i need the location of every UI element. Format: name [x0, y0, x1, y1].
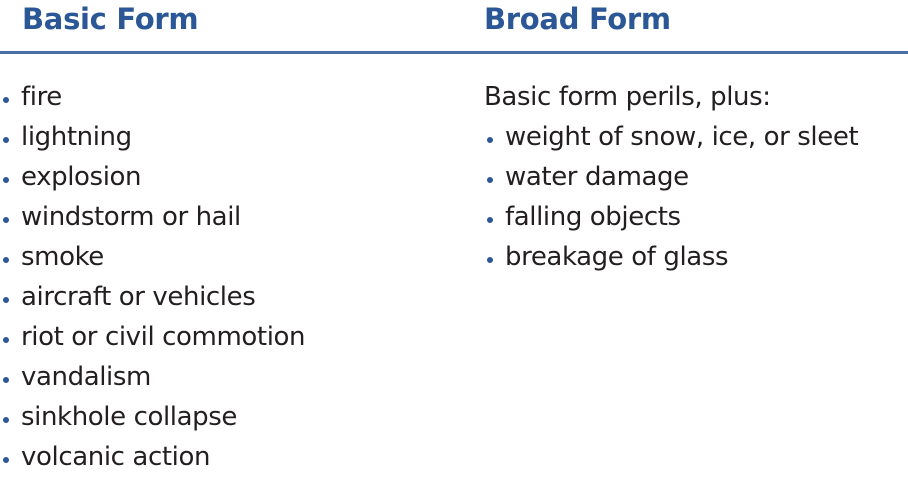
list-item-label: falling objects — [505, 202, 681, 232]
bullet-dot-icon — [3, 137, 9, 143]
bullet-dot-icon — [3, 337, 9, 343]
list-item — [484, 157, 858, 197]
bullet-dot-icon — [487, 177, 493, 183]
list-item — [0, 157, 305, 197]
list-item-label: sinkhole collapse — [21, 402, 238, 432]
bullet-dot-icon — [3, 97, 9, 103]
list-item-label: volcanic action — [21, 442, 211, 472]
bullet-dot-icon — [3, 377, 9, 383]
list-item — [0, 77, 305, 117]
list-item — [484, 237, 858, 277]
bullet-dot-icon — [487, 137, 493, 143]
bullet-dot-icon — [3, 297, 9, 303]
list-item — [0, 277, 305, 317]
bullet-dot-icon — [3, 257, 9, 263]
bullet-dot-icon — [3, 177, 9, 183]
list-item — [0, 197, 305, 237]
list-item-label: aircraft or vehicles — [21, 282, 256, 312]
basic-form-heading: Basic Form — [22, 2, 199, 36]
broad-form-intro: Basic form perils, plus: — [484, 82, 771, 112]
list-item — [0, 317, 305, 357]
bullet-dot-icon — [487, 217, 493, 223]
broad-form-heading: Broad Form — [484, 2, 671, 36]
list-item-label: lightning — [21, 122, 132, 152]
bullet-dot-icon — [487, 257, 493, 263]
list-item-label: explosion — [21, 162, 142, 192]
list-item — [0, 397, 305, 437]
bullet-dot-icon — [3, 217, 9, 223]
basic-form-perils-list — [0, 77, 305, 477]
list-item — [0, 117, 305, 157]
list-item-label: windstorm or hail — [21, 202, 241, 232]
list-item — [484, 117, 858, 157]
list-item-label: riot or civil commotion — [21, 322, 306, 352]
list-item — [0, 437, 305, 477]
broad-form-perils-column — [484, 77, 858, 277]
broad-form-perils-list — [484, 117, 858, 277]
list-item-label: smoke — [21, 242, 104, 272]
list-item-label: vandalism — [21, 362, 151, 392]
header-divider — [0, 51, 908, 54]
list-item-label: fire — [21, 82, 62, 112]
list-item — [0, 357, 305, 397]
list-item — [484, 197, 858, 237]
list-item — [0, 237, 305, 277]
list-item-label: water damage — [505, 162, 689, 192]
bullet-dot-icon — [3, 417, 9, 423]
list-item-label: breakage of glass — [505, 242, 729, 272]
bullet-dot-icon — [3, 457, 9, 463]
list-item-label: weight of snow, ice, or sleet — [505, 122, 859, 152]
